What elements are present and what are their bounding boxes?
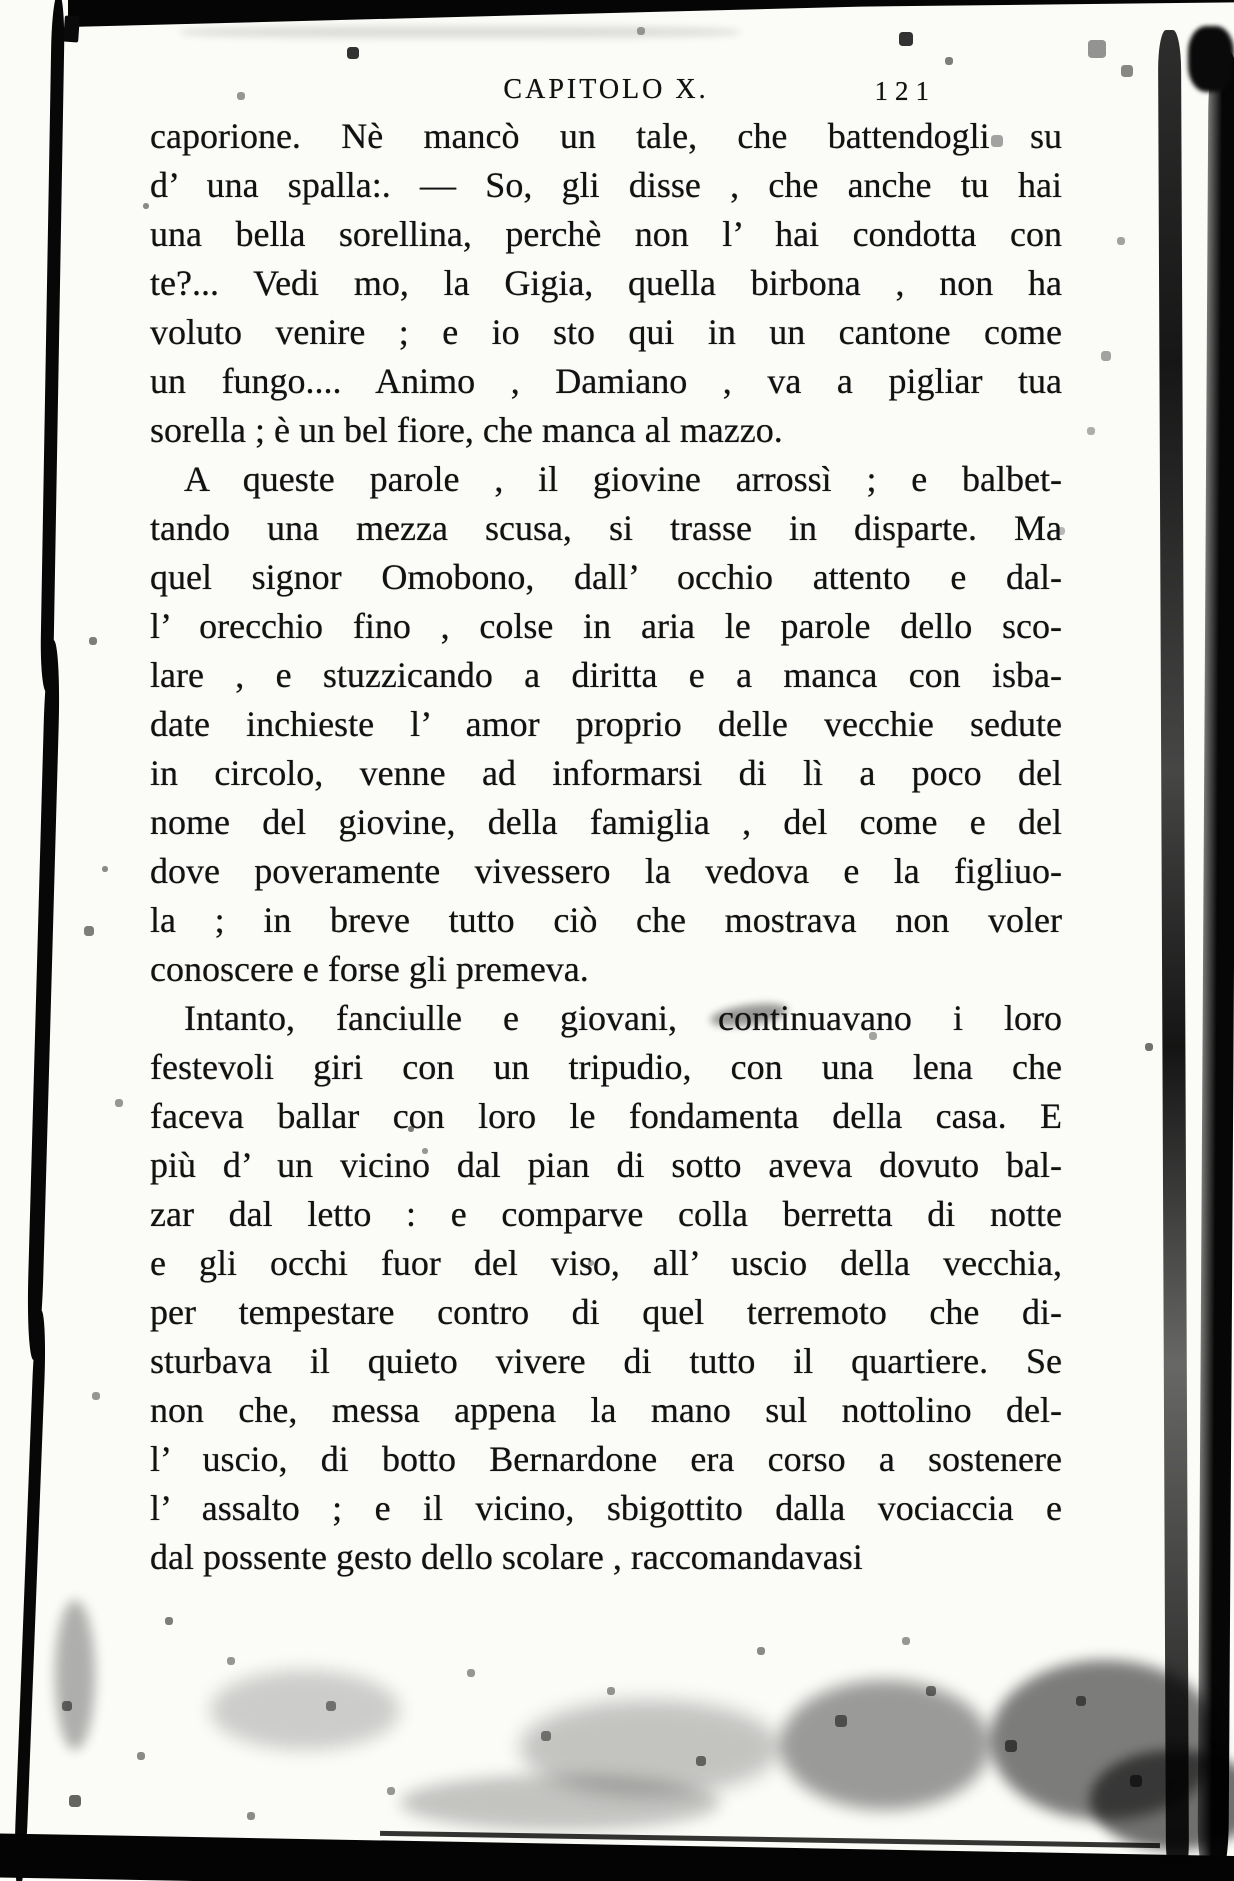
ink-speckles bbox=[0, 0, 2, 2]
scan-streak-left-middle bbox=[26, 640, 61, 1360]
text-line: un fungo.... Animo , Damiano , va a pigliar tua bbox=[150, 361, 1062, 401]
scan-border-bottom bbox=[0, 1833, 1234, 1881]
page-header bbox=[150, 74, 1062, 114]
scan-streak-left-upper bbox=[40, 0, 65, 692]
text-line: festevoli giri con un tripudio, con una lena che bbox=[150, 1047, 1062, 1087]
text-line: faceva ballar con loro le fondamenta della casa. E bbox=[150, 1096, 1062, 1136]
chapter-heading: CAPITOLO X. bbox=[503, 74, 709, 105]
text-line: una bella sorellina, perchè non l’ hai condotta con bbox=[150, 214, 1062, 254]
text-line: conoscere e forse gli premeva. bbox=[150, 949, 589, 989]
text-line: A queste parole , il giovine arrossì ; e balbet- bbox=[184, 459, 1062, 499]
text-line: la ; in breve tutto ciò che mostrava non voler bbox=[150, 900, 1062, 940]
text-line: dal possente gesto dello scolare , raccomandavasi bbox=[150, 1537, 863, 1577]
text-line: non che, messa appena la mano sul nottolino del- bbox=[150, 1390, 1062, 1430]
scan-mark-top-left bbox=[63, 16, 80, 43]
text-line: sorella ; è un bel fiore, che manca al mazzo. bbox=[150, 410, 783, 450]
text-line: più d’ un vicino dal pian di sotto aveva dovuto bal- bbox=[150, 1145, 1062, 1185]
text-line: l’ uscio, di botto Bernardone era corso a sostenere bbox=[150, 1439, 1062, 1479]
text-line: te?... Vedi mo, la Gigia, quella birbona , non ha bbox=[150, 263, 1062, 303]
stain-blob bbox=[780, 1680, 990, 1810]
text-line: lare , e stuzzicando a diritta e a manca con isba- bbox=[150, 655, 1062, 695]
scan-border-top bbox=[68, 0, 1234, 30]
ink-smudge bbox=[180, 26, 740, 38]
text-line: tando una mezza scusa, si trasse in disparte. Ma bbox=[150, 508, 1062, 548]
stain-blob bbox=[55, 1600, 95, 1750]
text-line: dove poveramente vivessero la vedova e la figliuo- bbox=[150, 851, 1062, 891]
scan-blob-top-right bbox=[1188, 26, 1234, 92]
scan-streak-right-inner bbox=[1158, 30, 1189, 1881]
page-text bbox=[150, 112, 1062, 1582]
text-line: date inchieste l’ amor proprio delle vecchie sedute bbox=[150, 704, 1062, 744]
scan-page-edge-right bbox=[1197, 52, 1234, 1881]
scan-streak-left-lower bbox=[13, 1310, 47, 1881]
text-line: quel signor Omobono, dall’ occhio attento e dal- bbox=[150, 557, 1062, 597]
text-line: in circolo, venne ad informarsi di lì a poco del bbox=[150, 753, 1062, 793]
text-line: Intanto, fanciulle e giovani, continuavano i loro bbox=[184, 998, 1062, 1038]
text-line: sturbava il quieto vivere di tutto il quartiere. Se bbox=[150, 1341, 1062, 1381]
text-line: voluto venire ; e io sto qui in un cantone come bbox=[150, 312, 1062, 352]
text-line: e gli occhi fuor del viso, all’ uscio della vecchia, bbox=[150, 1243, 1062, 1283]
text-line: l’ assalto ; e il vicino, sbigottito dalla vociaccia e bbox=[150, 1488, 1062, 1528]
text-line: d’ una spalla:. — So, gli disse , che anche tu hai bbox=[150, 165, 1062, 205]
text-line: zar dal letto : e comparve colla berretta di notte bbox=[150, 1194, 1062, 1234]
stain-blob bbox=[210, 1670, 400, 1750]
page-number: 121 bbox=[874, 76, 936, 106]
text-line: l’ orecchio fino , colse in aria le parole dello sco- bbox=[150, 606, 1062, 646]
text-line: per tempestare contro di quel terremoto che di- bbox=[150, 1292, 1062, 1332]
text-line: nome del giovine, della famiglia , del come e del bbox=[150, 802, 1062, 842]
text-line: caporione. Nè mancò un tale, che battendogli su bbox=[150, 116, 1062, 156]
stain-blob bbox=[400, 1775, 720, 1830]
